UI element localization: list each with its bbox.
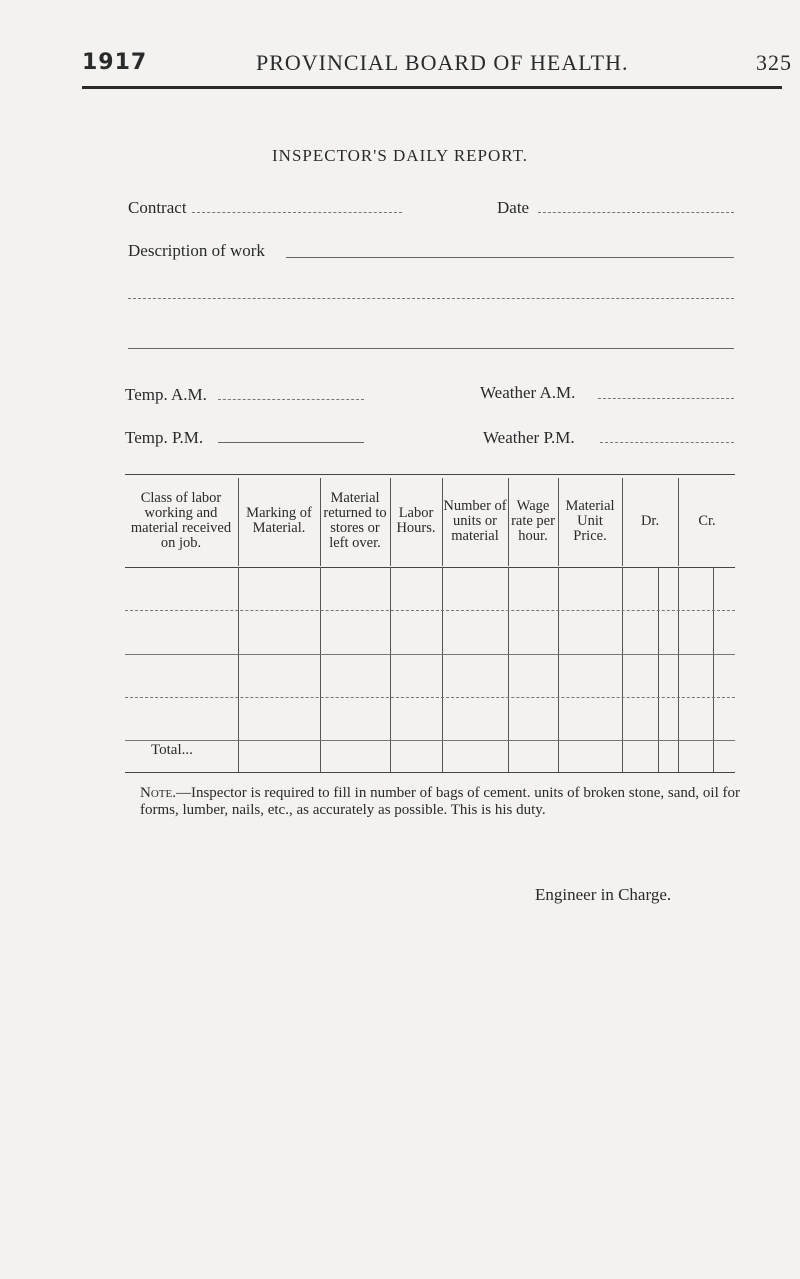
body-col-divider	[658, 567, 659, 772]
table-row-rule	[125, 697, 735, 698]
temp-am-blank	[218, 399, 364, 400]
col-divider	[320, 478, 321, 566]
col-header-labor-hours: Labor Hours.	[396, 505, 436, 536]
body-col-divider	[238, 567, 239, 772]
weather-pm-label: Weather P.M.	[483, 428, 575, 447]
col-header-marking: Marking of Material.	[246, 505, 312, 536]
body-col-divider	[713, 567, 714, 772]
note-text: —Inspector is required to fill in number of bags of cement. units of broken stone, sand, oil for forms, lumber, nails, etc., as accurately as possible. This is his duty.	[140, 785, 741, 818]
description-blank-1	[286, 257, 734, 258]
col-header-material-unit-price: Material Unit Price.	[565, 497, 615, 544]
table-top-rule	[125, 474, 735, 475]
table-row-rule	[125, 610, 735, 611]
total-label: Total...	[151, 742, 193, 758]
report-table	[125, 474, 735, 774]
col-divider	[558, 478, 559, 566]
col-divider	[622, 478, 623, 566]
col-divider	[508, 478, 509, 566]
header-rule	[82, 86, 782, 89]
date-label: Date	[497, 198, 530, 217]
col-header-material-returned: Material returned to stores or left over.	[323, 490, 387, 551]
col-header-debit: Dr.	[640, 512, 660, 529]
header-title: PROVINCIAL BOARD OF HEALTH.	[256, 50, 629, 75]
header-year: 1917	[82, 50, 148, 75]
description-label: Description of work	[128, 241, 265, 260]
col-header-number-of-units: Number of units or material	[443, 497, 507, 544]
col-divider	[238, 478, 239, 566]
temp-pm-blank	[218, 442, 364, 443]
description-blank-3	[128, 348, 734, 349]
weather-am-blank	[598, 398, 734, 399]
report-title: INSPECTOR'S DAILY REPORT.	[272, 146, 528, 165]
date-blank	[538, 212, 734, 213]
table-header-rule	[125, 567, 735, 568]
col-header-wage-rate: Wage rate per hour.	[511, 497, 555, 544]
table-row-rule	[125, 740, 735, 741]
inspector-note	[140, 785, 740, 819]
weather-am-label: Weather A.M.	[480, 383, 576, 402]
description-blank-2	[128, 298, 734, 299]
body-col-divider	[558, 567, 559, 772]
temp-pm-label: Temp. P.M.	[125, 428, 204, 447]
engineer-signature-label: Engineer in Charge.	[535, 885, 672, 904]
temp-am-label: Temp. A.M.	[125, 385, 207, 404]
body-col-divider	[320, 567, 321, 772]
page-number: 325	[756, 50, 792, 75]
body-col-divider	[678, 567, 679, 772]
col-divider	[390, 478, 391, 566]
body-col-divider	[442, 567, 443, 772]
col-header-class-of-labor: Class of labor working and material received on job.	[130, 490, 232, 551]
body-col-divider	[508, 567, 509, 772]
contract-label: Contract	[128, 198, 187, 217]
contract-blank	[192, 212, 402, 213]
col-divider	[442, 478, 443, 566]
table-row-rule	[125, 654, 735, 655]
body-col-divider	[390, 567, 391, 772]
col-divider	[678, 478, 679, 566]
col-header-credit: Cr.	[698, 512, 716, 529]
weather-pm-blank	[600, 442, 734, 443]
note-prefix: Note.	[140, 785, 176, 801]
table-bottom-rule	[125, 772, 735, 773]
body-col-divider	[622, 567, 623, 772]
